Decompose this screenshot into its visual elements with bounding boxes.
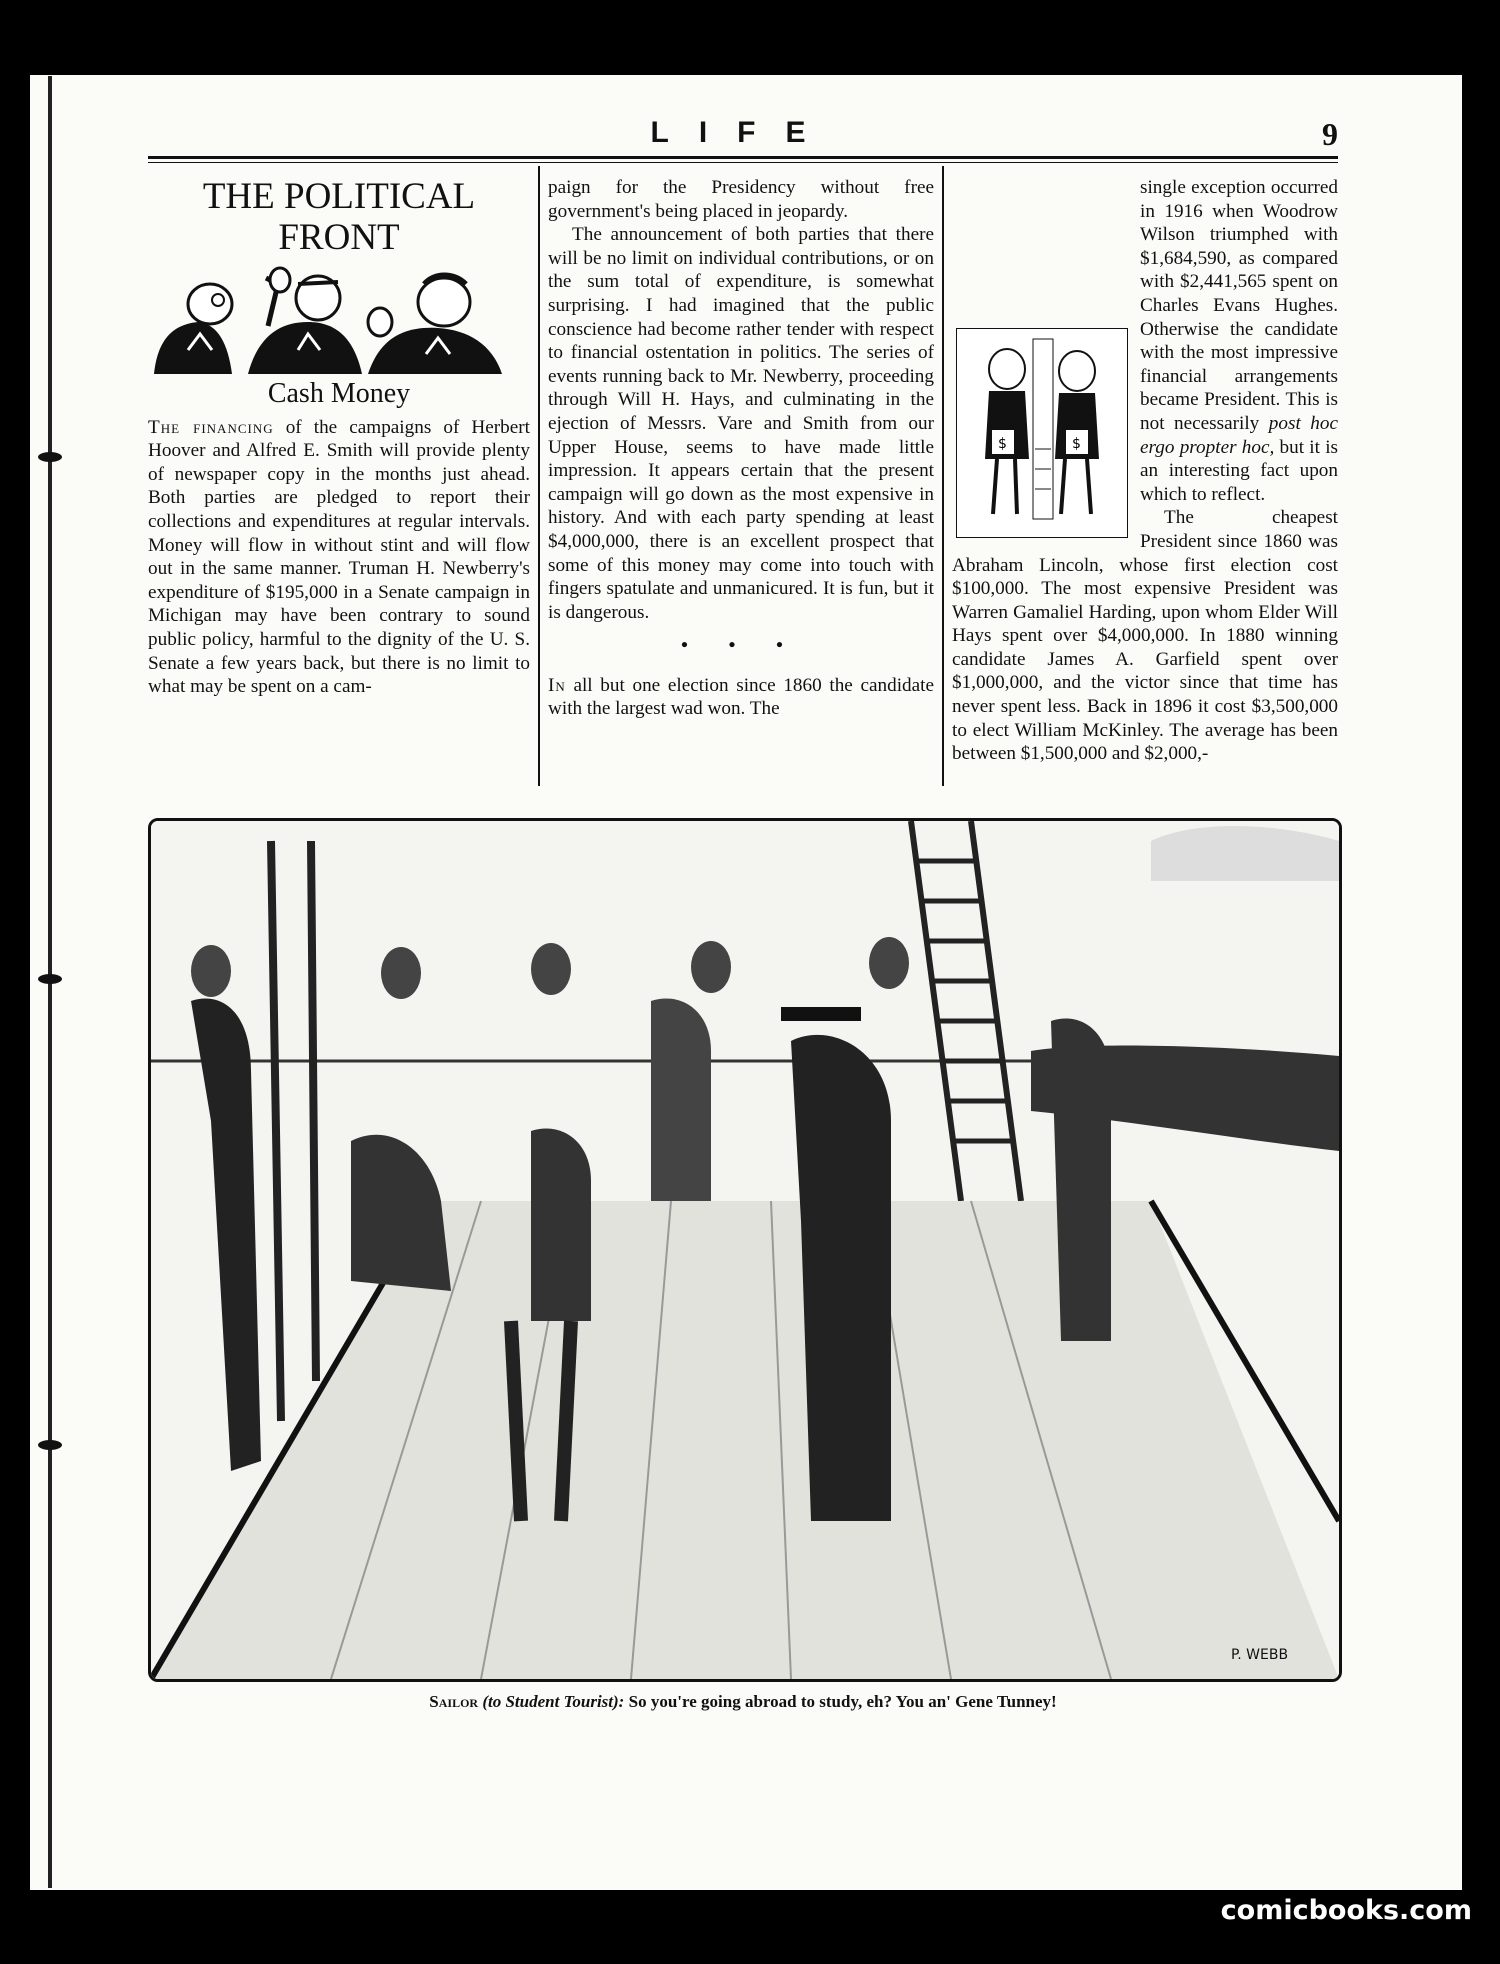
ship-deck-drawing [151,821,1339,1679]
section-heading: THE POLITICAL FRONT [202,176,476,258]
magazine-title: LIFE [650,116,836,149]
article-paragraph: In all but one election since 1860 the candidate with the largest wad won. The [548,674,934,720]
binding-staple [38,452,62,462]
article-column-3 [952,176,1338,766]
politicians-illustration [148,264,530,376]
watermark: comicbooks.com [1220,1895,1472,1926]
candidates-caricature [956,328,1128,538]
article-paragraph: paign for the Presidency without free government's being placed in jeopardy. [548,177,934,222]
page-number: 9 [1322,116,1338,152]
section-separator: • • • [681,635,801,657]
article-paragraph: The announcement of both parties that there will be no limit on individual contributions, or on the sum total of expenditure, is somewhat surprising. I had imagined that the public conscience had become rather tender with respect to financial ostentation in politics. The series of events running back to Mr. Newberry, proceeding through Will H. Hays, and culminating in the ejection of Messrs. Vare and Smith from our Upper House, seems to have made little impression. It appears certain that the present campaign will go down as the most expensive in history. And with each party spending at least $4,000,000, there is an excellent prospect that some of this money may come into touch with fingers spatulate and unmanicured. It is fun, but it is dangerous. [548,224,934,623]
artist-signature: P. WEBB [1231,1647,1289,1663]
article-column-2 [548,176,934,721]
header-rule-thin [148,162,1338,163]
svg-text:$: $ [1072,436,1081,452]
article-paragraph: single exception occurred in 1916 when Woodrow Wilson triumphed with $1,684,590, as compared with $2,441,565 spent on Charles Evans Hughes. Otherwise the candidate with the most impressive financial arrangements became President. This is not necessarily post hoc ergo propter hoc, but it is an interesting fact upon which to reflect. [1140,177,1339,505]
article-paragraph: The cheapest President since 1860 was Abraham Lincoln, whose first election cost $100,000. The most expensive President was Warren Gamaliel Harding, upon whom Elder Will Hays spent over $4,000,000. In 1880 winning candidate James A. Garfield spent over $1,000,000, and the victor since that time has never spent less. Back in 1896 it cost $3,500,000 to elect William McKinley. The average has been between $1,500,000 and $2,000,- [952,507,1338,765]
article-paragraph: The financing of the campaigns of Herbert Hoover and Alfred E. Smith will provide plenty of newspaper copy in the months just ahead. Both parties are pledged to report their collections and expenditures at regular intervals. Money will flow in without stint and will flow out in the same manner. Truman H. Newberry's expenditure of $195,000 in a Senate campaign in Michigan may have been contrary to sound public policy, harmful to the dignity of the U. S. Senate a few years back, but there is no limit to what may be spent on a cam- [148,416,530,698]
column-divider [538,166,540,786]
svg-text:$: $ [998,436,1007,452]
header-rule [148,156,1338,159]
binding-staple [38,974,62,984]
article-column-1 [148,176,530,699]
cartoon-caption: Sailor (to Student Tourist): So you're going abroad to study, eh? You an' Gene Tunney! [429,1692,1057,1711]
column-divider [942,166,944,786]
ship-deck-cartoon [148,818,1342,1682]
candidates-drawing [957,329,1127,537]
article-subheading: Cash Money [267,378,411,409]
masthead [148,116,1338,156]
binding-staple [38,1440,62,1450]
